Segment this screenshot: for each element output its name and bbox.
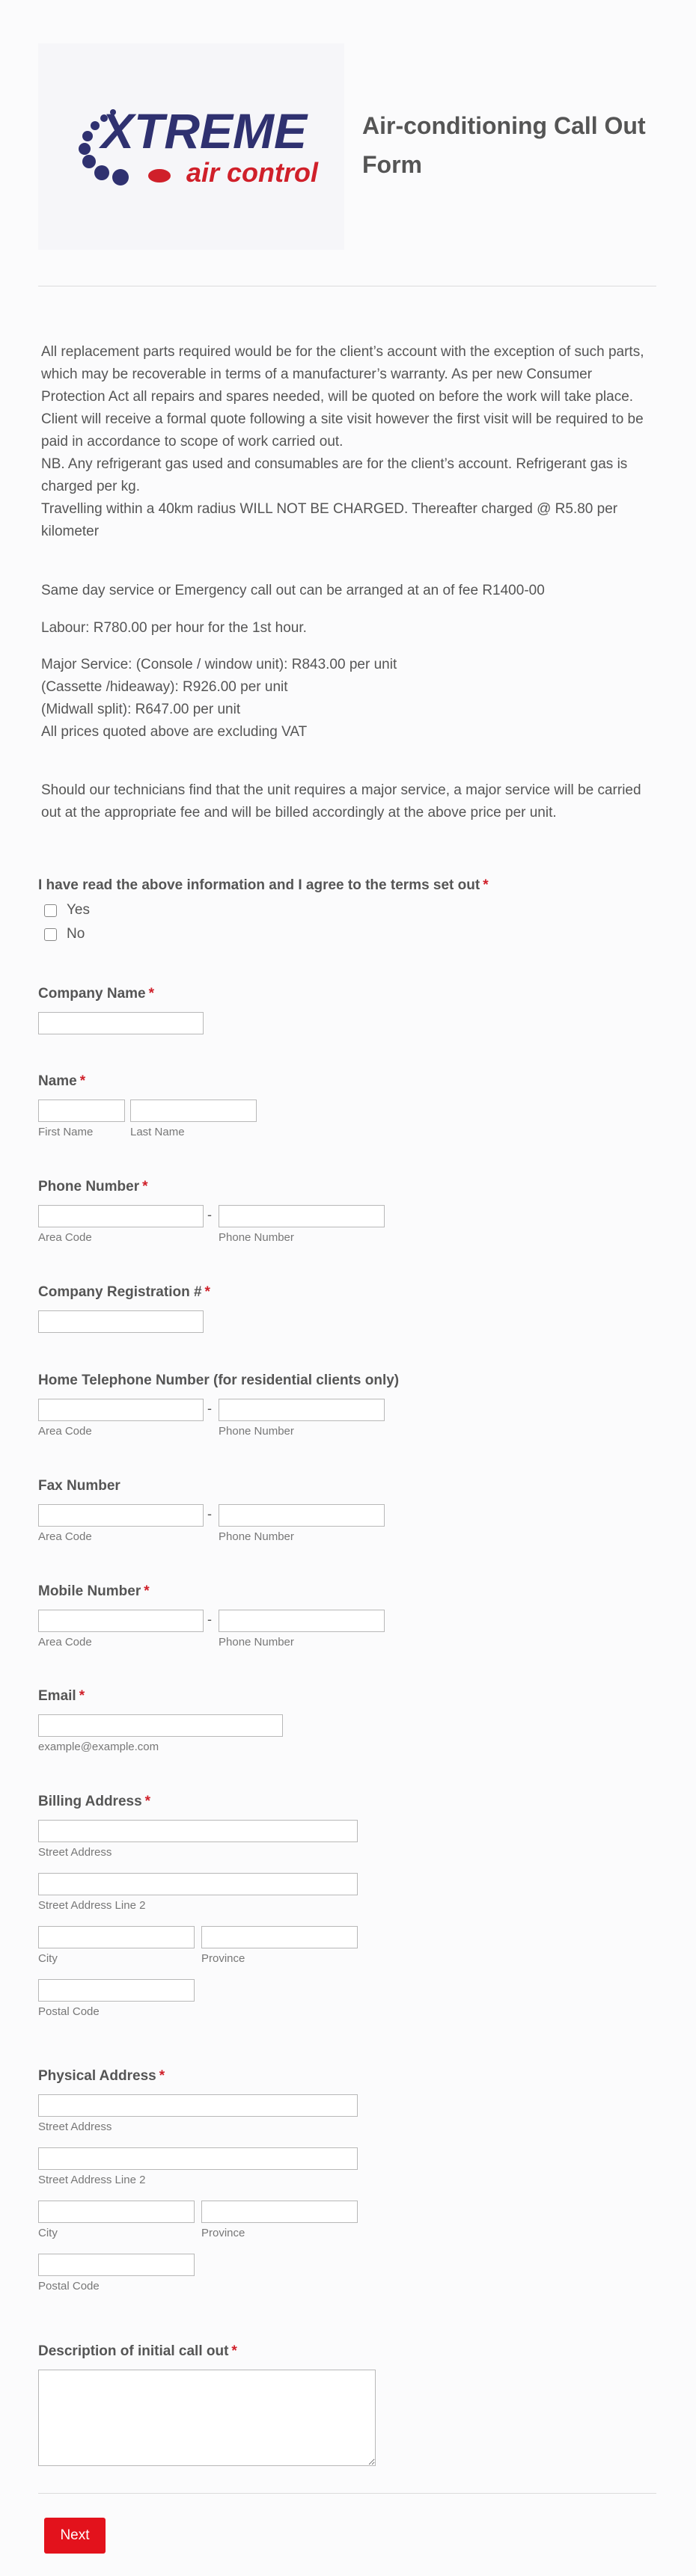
fax-area-code-input[interactable] [38, 1504, 204, 1527]
technician-note: Should our technicians find that the unit requires a major service, a major service will be carried out at the appropriate fee and will be billed accordingly at the above price per unit. [41, 782, 641, 821]
email-hint: example@example.com [38, 1741, 159, 1753]
fax-number-sublabel: Phone Number [219, 1530, 294, 1543]
physical-street-sublabel: Street Address [38, 2120, 112, 2133]
billing-address-label: Billing Address * [38, 1794, 151, 1809]
mobile-area-sublabel: Area Code [38, 1636, 92, 1649]
phone-label: Phone Number * [38, 1179, 148, 1195]
mobile-area-code-input[interactable] [38, 1610, 204, 1632]
terms-paragraph: All replacement parts required would be for the client’s account with the exception of such parts, which may be recoverable in terms of a manufacturer’s warranty. As per new Consumer Protection Act all repairs and spares needed, will be quoted on before the work will take place. Client will receive a formal quote following a site visit however the first visit will be required to be paid in accordance to scope of work carried out. NB. Any refrigerant gas used and consumables are for the client’s account. Refrigerant gas is charged per kg. Travelling within a 40km radius WILL NOT BE CHARGED. Thereafter charged @ R5.80 per kilometer [41, 344, 644, 539]
physical-address-label: Physical Address * [38, 2068, 165, 2084]
phone-number-sublabel: Phone Number [219, 1231, 294, 1244]
agree-yes-label[interactable]: Yes [67, 902, 90, 918]
billing-street-input[interactable] [38, 1820, 358, 1842]
physical-postal-sublabel: Postal Code [38, 2280, 100, 2293]
footer-divider [38, 2493, 656, 2494]
agreement-label: I have read the above information and I agree to the terms set out * [38, 877, 489, 893]
billing-province-sublabel: Province [201, 1952, 245, 1965]
first-name-sublabel: First Name [38, 1126, 94, 1138]
billing-postal-input[interactable] [38, 1979, 195, 2002]
home-phone-number-input[interactable] [219, 1399, 385, 1421]
svg-text:XTREME: XTREME [101, 103, 308, 159]
home-number-sublabel: Phone Number [219, 1425, 294, 1438]
email-label: Email * [38, 1688, 85, 1704]
billing-postal-sublabel: Postal Code [38, 2005, 100, 2018]
same-day-text: Same day service or Emergency call out can be arranged at an of fee R1400-00 [41, 583, 545, 598]
billing-city-input[interactable] [38, 1926, 195, 1948]
phone-number-input[interactable] [219, 1205, 385, 1227]
fax-dash: - [207, 1506, 212, 1521]
phone-area-sublabel: Area Code [38, 1231, 92, 1244]
physical-province-input[interactable] [201, 2201, 358, 2223]
company-name-label: Company Name * [38, 986, 155, 1002]
last-name-input[interactable] [130, 1100, 257, 1122]
home-area-code-input[interactable] [38, 1399, 204, 1421]
mobile-dash: - [207, 1612, 212, 1627]
fax-label: Fax Number [38, 1478, 120, 1494]
billing-street2-input[interactable] [38, 1873, 358, 1895]
description-label: Description of initial call out * [38, 2343, 237, 2359]
xtreme-logo-icon [38, 43, 344, 250]
billing-city-sublabel: City [38, 1952, 58, 1965]
agree-yes-checkbox[interactable] [44, 904, 57, 917]
fax-number-input[interactable] [219, 1504, 385, 1527]
email-input[interactable] [38, 1714, 283, 1737]
major-service-prices: Major Service: (Console / window unit): R843.00 per unit (Cassette /hideaway): R926.00 per unit (Midwall split): R647.00 per unit All prices quoted above are excluding VAT [41, 657, 397, 740]
mobile-number-input[interactable] [219, 1610, 385, 1632]
home-area-sublabel: Area Code [38, 1425, 92, 1438]
company-reg-label: Company Registration # * [38, 1284, 210, 1300]
billing-street-sublabel: Street Address [38, 1846, 112, 1859]
mobile-label: Mobile Number * [38, 1583, 150, 1599]
home-phone-label: Home Telephone Number (for residential clients only) [38, 1373, 400, 1388]
mobile-number-sublabel: Phone Number [219, 1636, 294, 1649]
agree-no-label[interactable]: No [67, 926, 85, 942]
physical-postal-input[interactable] [38, 2254, 195, 2276]
physical-street2-sublabel: Street Address Line 2 [38, 2174, 146, 2186]
company-name-input[interactable] [38, 1012, 204, 1034]
company-reg-input[interactable] [38, 1310, 204, 1333]
company-logo [38, 43, 344, 250]
phone-dash: - [207, 1207, 212, 1222]
home-phone-dash: - [207, 1401, 212, 1416]
fax-area-sublabel: Area Code [38, 1530, 92, 1543]
svg-text:air control: air control [186, 157, 319, 188]
labour-text: Labour: R780.00 per hour for the 1st hour. [41, 620, 307, 636]
physical-street-input[interactable] [38, 2094, 358, 2117]
agree-no-checkbox[interactable] [44, 928, 57, 941]
form-title: Air-conditioning Call Out Form [362, 112, 646, 178]
billing-street2-sublabel: Street Address Line 2 [38, 1899, 146, 1912]
billing-province-input[interactable] [201, 1926, 358, 1948]
description-textarea[interactable] [38, 2370, 376, 2466]
physical-province-sublabel: Province [201, 2227, 245, 2239]
name-label: Name * [38, 1073, 86, 1089]
phone-area-code-input[interactable] [38, 1205, 204, 1227]
next-button[interactable]: Next [44, 2518, 106, 2554]
physical-city-input[interactable] [38, 2201, 195, 2223]
physical-street2-input[interactable] [38, 2147, 358, 2170]
first-name-input[interactable] [38, 1100, 125, 1122]
physical-city-sublabel: City [38, 2227, 58, 2239]
last-name-sublabel: Last Name [130, 1126, 185, 1138]
